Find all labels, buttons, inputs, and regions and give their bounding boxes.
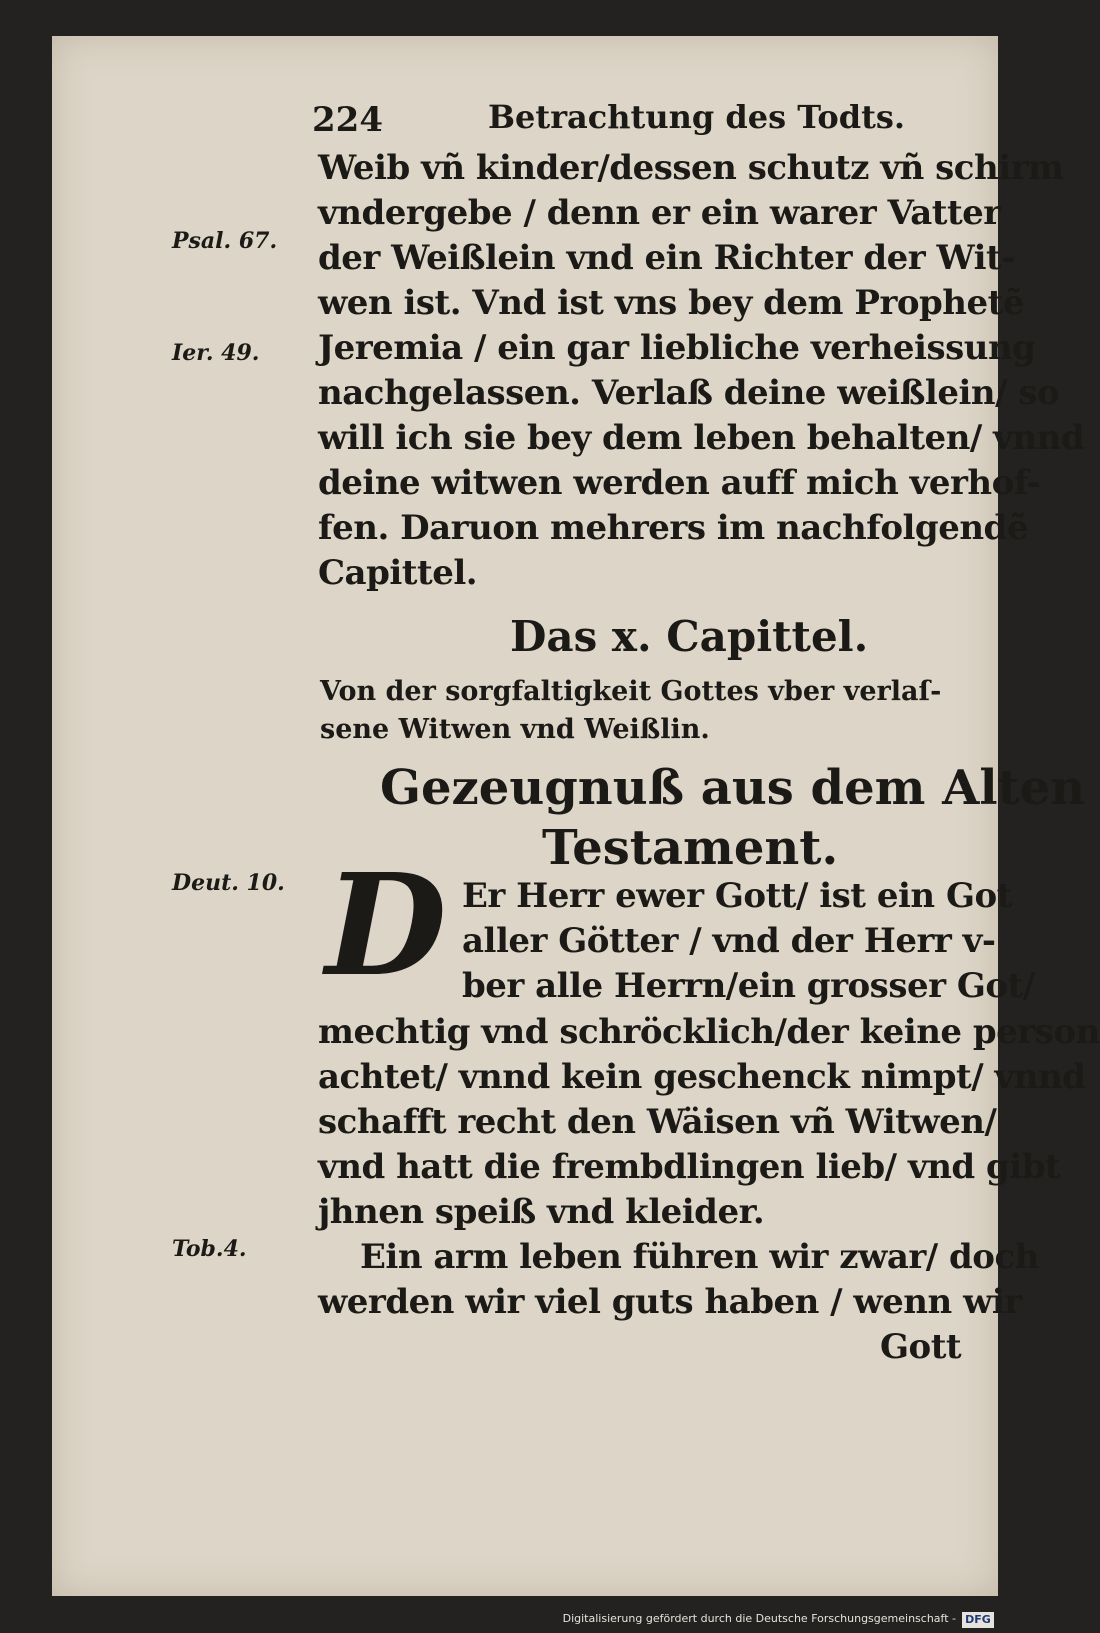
body-line: mechtig vnd schröcklich/der keine person: [318, 1012, 1100, 1052]
body-line: vnd hatt die frembdlingen lieb/ vnd gibt: [318, 1147, 1061, 1187]
body-line: Er Herr ewer Gott/ ist ein Got: [462, 876, 1012, 916]
margin-note-tobit: Tob.4.: [172, 1236, 247, 1262]
running-title: Betrachtung des Todts.: [488, 98, 906, 136]
body-line: will ich sie bey dem leben behalten/ vnnd: [318, 418, 1085, 458]
body-line: ber alle Herrn/ein grosser Got/: [462, 966, 1035, 1006]
body-line: vndergebe / denn er ein warer Vatter: [318, 193, 1001, 233]
dfg-logo: DFG: [962, 1612, 994, 1628]
body-line: fen. Daruon mehrers im nachfolgendẽ: [318, 508, 1028, 548]
catchword: Gott: [880, 1327, 962, 1367]
body-line: schafft recht den Wäisen vñ Witwen/: [318, 1102, 997, 1142]
body-line: aller Götter / vnd der Herr v-: [462, 921, 996, 961]
page-number: 224: [312, 100, 383, 140]
margin-note-deuteronomy: Deut. 10.: [172, 870, 285, 896]
body-line: nachgelassen. Verlaß deine weißlein/ so: [318, 373, 1060, 413]
section-heading-continued: Testament.: [542, 820, 839, 876]
body-line: Jeremia / ein gar liebliche verheissung: [318, 328, 1036, 368]
body-line: deine witwen werden auff mich verhof-: [318, 463, 1041, 503]
body-line: Weib vñ kinder/dessen schutz vñ schirm: [318, 148, 1064, 188]
body-line: jhnen speiß vnd kleider.: [318, 1192, 765, 1232]
body-line: Capittel.: [318, 553, 478, 593]
decorated-initial: D: [325, 844, 447, 1008]
margin-note-jeremiah: Ier. 49.: [172, 340, 260, 366]
body-line: Ein arm leben führen wir zwar/ doch: [360, 1237, 1039, 1277]
chapter-subtitle-line: sene Witwen vnd Weißlin.: [320, 714, 710, 745]
chapter-subtitle-line: Von der sorgfaltigkeit Gottes vber verlaſ-: [320, 676, 942, 707]
body-line: wen ist. Vnd ist vns bey dem Prophetẽ: [318, 283, 1024, 323]
digitization-credit: Digitalisierung gefördert durch die Deutsche Forschungsgemeinschaft -: [562, 1612, 956, 1625]
chapter-heading: Das x. Capittel.: [510, 612, 869, 661]
body-line: achtet/ vnnd kein geschenck nimpt/ vnnd: [318, 1057, 1086, 1097]
body-line: der Weißlein vnd ein Richter der Wit-: [318, 238, 1015, 278]
body-line: werden wir viel guts haben / wenn wir: [318, 1282, 1022, 1322]
section-heading: Gezeugnuß aus dem Alten: [380, 760, 1086, 816]
margin-note-psalm: Psal. 67.: [172, 228, 278, 254]
